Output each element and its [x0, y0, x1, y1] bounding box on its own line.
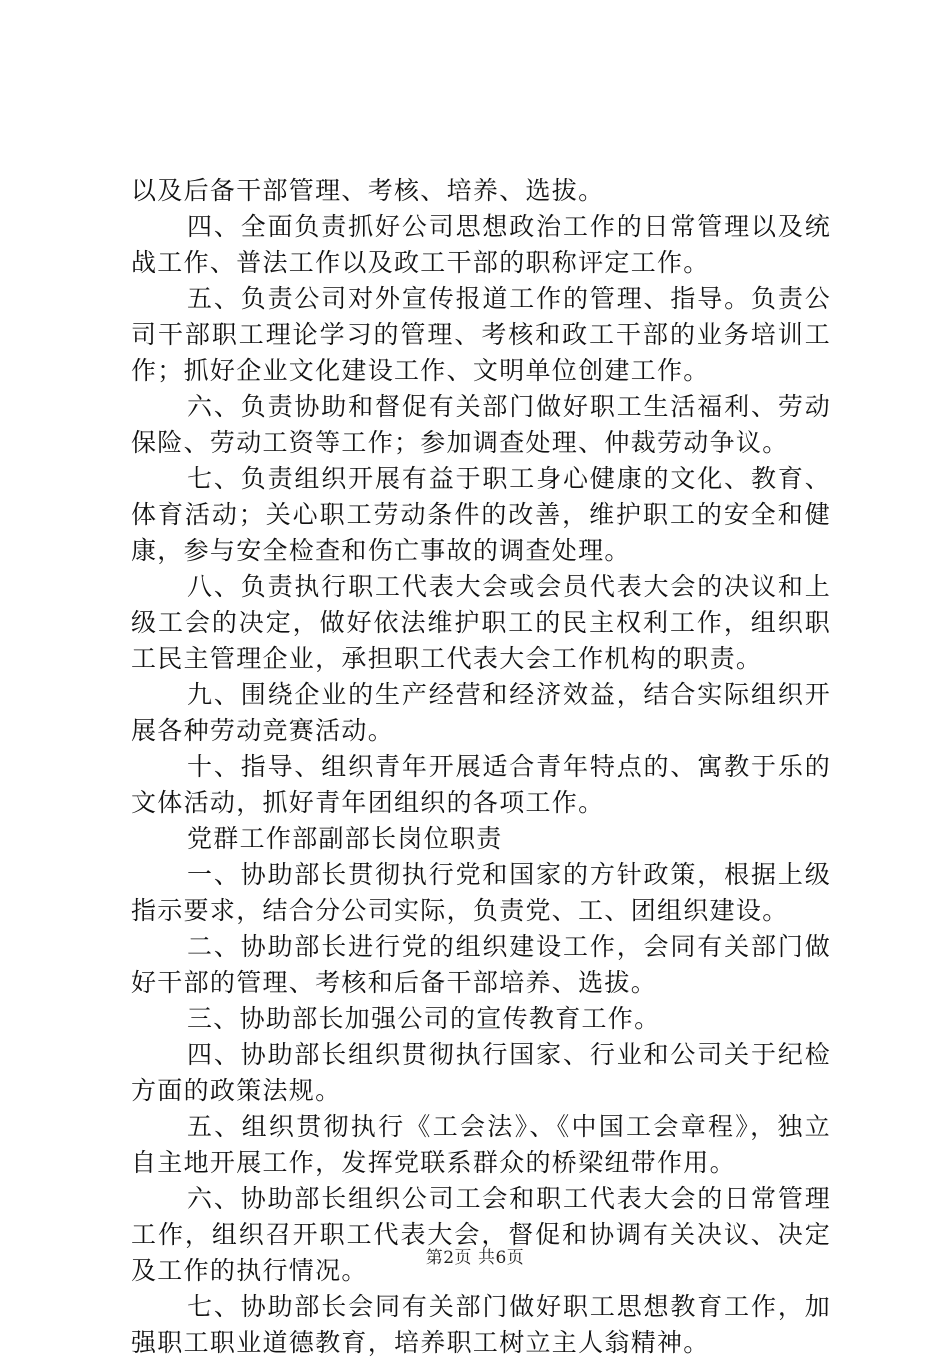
body-paragraph: 四、协助部长组织贯彻执行国家、行业和公司关于纪检方面的政策法规。 — [131, 1040, 831, 1105]
body-paragraph: 七、负责组织开展有益于职工身心健康的文化、教育、体育活动；关心职工劳动条件的改善，维护职工的安全和健康，参与安全检查和伤亡事故的调查处理。 — [131, 464, 831, 565]
body-paragraph: 六、负责协助和督促有关部门做好职工生活福利、劳动保险、劳动工资等工作；参加调查处理、仲裁劳动争议。 — [131, 392, 831, 457]
body-paragraph: 十、指导、组织青年开展适合青年特点的、寓教于乐的文体活动，抓好青年团组织的各项工作。 — [131, 752, 831, 817]
document-body — [131, 173, 831, 1361]
body-paragraph: 一、协助部长贯彻执行党和国家的方针政策，根据上级指示要求，结合分公司实际，负责党、工、团组织建设。 — [131, 860, 831, 925]
section-heading: 党群工作部副部长岗位职责 — [187, 824, 503, 853]
body-paragraph: 二、协助部长进行党的组织建设工作，会同有关部门做好干部的管理、考核和后备干部培养、选拔。 — [131, 932, 831, 997]
body-paragraph: 四、全面负责抓好公司思想政治工作的日常管理以及统战工作、普法工作以及政工干部的职称评定工作。 — [131, 212, 831, 277]
page-footer: 第2页 共6页 — [425, 1248, 525, 1268]
body-paragraph: 五、组织贯彻执行《工会法》、《中国工会章程》，独立自主地开展工作，发挥党联系群众的桥梁纽带作用。 — [131, 1112, 831, 1177]
body-paragraph: 八、负责执行职工代表大会或会员代表大会的决议和上级工会的决定，做好依法维护职工的民主权利工作，组织职工民主管理企业，承担职工代表大会工作机构的职责。 — [131, 572, 831, 673]
body-paragraph: 五、负责公司对外宣传报道工作的管理、指导。负责公司干部职工理论学习的管理、考核和政工干部的业务培训工作；抓好企业文化建设工作、文明单位创建工作。 — [131, 284, 831, 385]
body-paragraph: 以及后备干部管理、考核、培养、选拔。 — [131, 176, 605, 205]
body-paragraph: 九、围绕企业的生产经营和经济效益，结合实际组织开展各种劳动竞赛活动。 — [131, 680, 831, 745]
body-paragraph: 三、协助部长加强公司的宣传教育工作。 — [187, 1004, 661, 1033]
body-paragraph: 六、协助部长组织公司工会和职工代表大会的日常管理工作，组织召开职工代表大会，督促和协调有关决议、决定及工作的执行情况。 — [131, 1184, 831, 1285]
body-paragraph: 七、协助部长会同有关部门做好职工思想教育工作，加强职工职业道德教育，培养职工树立主人翁精神。 — [131, 1292, 831, 1357]
